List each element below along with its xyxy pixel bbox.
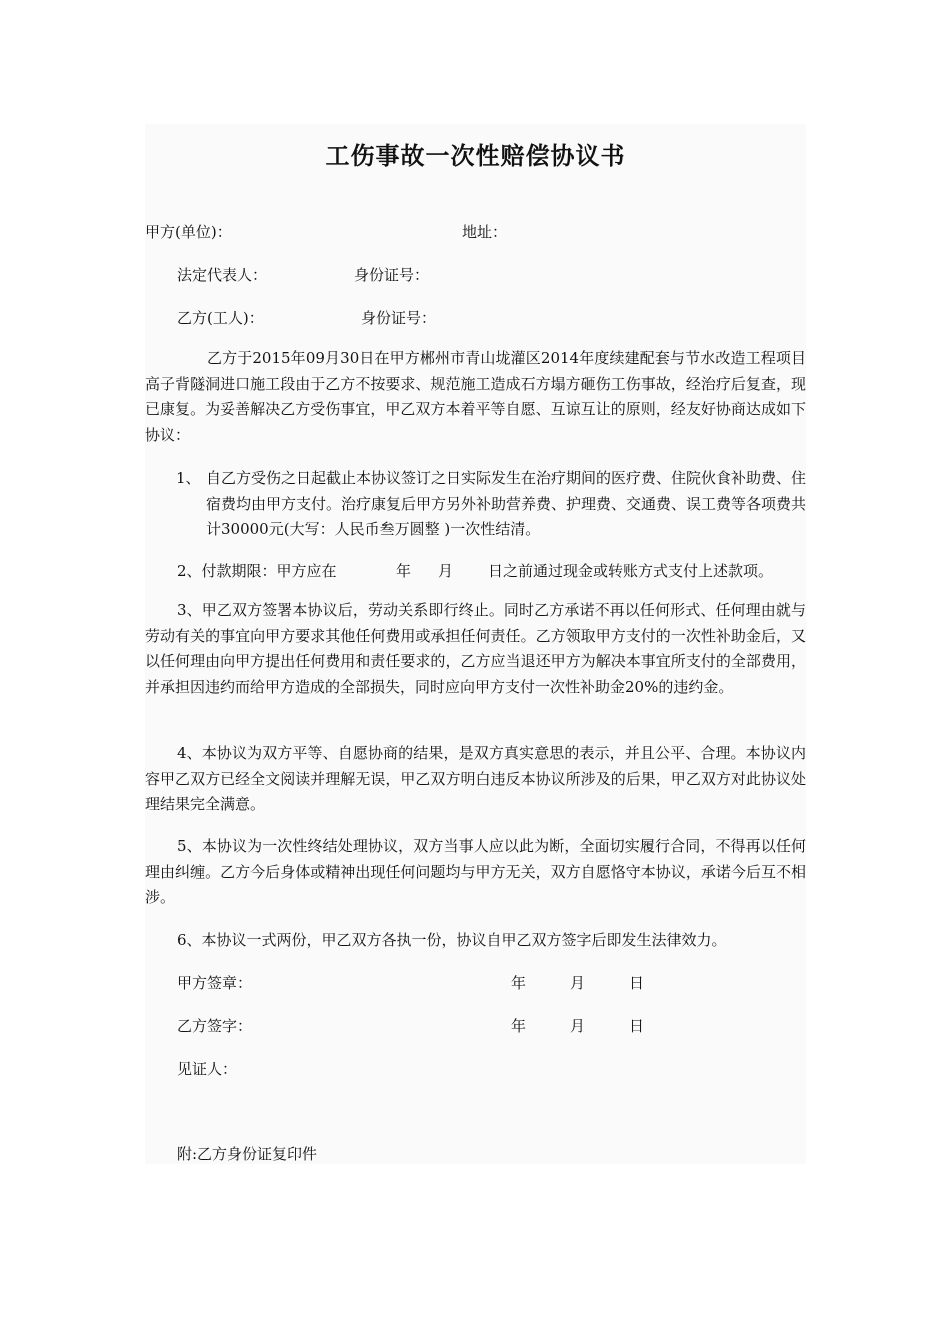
document-title: 工伤事故一次性赔偿协议书 (325, 141, 626, 170)
party-b-label: 乙方(工人)： (177, 309, 264, 327)
party-b-sign-year: 年 (511, 1017, 527, 1035)
party-b-sign-day: 日 (629, 1017, 645, 1035)
party-b-signature-label: 乙方签字： (177, 1017, 253, 1035)
party-a-sign-year: 年 (511, 974, 527, 992)
address-label: 地址： (462, 223, 508, 241)
party-b-sign-month: 月 (570, 1017, 586, 1035)
clause-1-number: 1、 (176, 469, 201, 487)
clause-5: 5、本协议为一次性终结处理协议，双方当事人应以此为断，全面切实履行合同，不得再以任何理由纠缠。乙方今后身体或精神出现任何问题均与甲方无关，双方自愿恪守本协议，承诺今后互不相涉。 (145, 837, 806, 906)
clause-6: 6、本协议一式两份，甲乙双方各执一份，协议自甲乙双方签字后即发生法律效力。 (177, 931, 727, 949)
id-number-label-a: 身份证号： (354, 266, 430, 284)
clause-2-prefix: 2、付款期限：甲方应在 (177, 562, 337, 580)
party-a-signature-label: 甲方签章： (177, 974, 253, 992)
clause-2-year: 年 (396, 562, 412, 580)
clause-2-month: 月 (438, 562, 454, 580)
witness-label: 见证人： (177, 1060, 238, 1078)
party-a-sign-month: 月 (570, 974, 586, 992)
clause-4: 4、本协议为双方平等、自愿协商的结果，是双方真实意思的表示，并且公平、合理。本协议内容甲乙双方已经全文阅读并理解无误，甲乙双方明白违反本协议所涉及的后果，甲乙双方对此协议处理结果完全满意。 (145, 744, 806, 813)
attachment-note: 附:乙方身份证复印件 (177, 1145, 318, 1163)
clause-1 (176, 466, 806, 543)
id-number-label-b: 身份证号： (361, 309, 437, 327)
clause-3: 3、甲乙双方签署本协议后，劳动关系即行终止。同时乙方承诺不再以任何形式、任何理由就与劳动有关的事宜向甲方要求其他任何费用或承担任何责任。乙方领取甲方支付的一次性补助金后，又以任何理由向甲方提出任何费用和责任要求的，乙方应当退还甲方为解决本事宜所支付的全部费用，并承担因违约而给甲方造成的全部损失，同时应向甲方支付一次性补助金20%的违约金。 (145, 601, 806, 696)
clause-1-text: 自乙方受伤之日起截止本协议签订之日实际发生在治疗期间的医疗费、住院伙食补助费、住宿费均由甲方支付。治疗康复后甲方另外补助营养费、护理费、交通费、误工费等各项费共计30000元(大写：人民币叁万圆整 )一次性结清。 (206, 469, 807, 538)
legal-representative-label: 法定代表人： (177, 266, 268, 284)
party-a-label: 甲方(单位)： (145, 223, 232, 241)
intro-paragraph: 乙方于2015年09月30日在甲方郴州市青山垅灌区2014年度续建配套与节水改造工程项目高子背隧洞进口施工段由于乙方不按要求、规范施工造成石方塌方砸伤工伤事故，经治疗后复查，现已康复。为妥善解决乙方受伤事宜，甲乙双方本着平等自愿、互谅互让的原则，经友好协商达成如下协议： (145, 349, 806, 444)
clause-2-suffix: 日之前通过现金或转账方式支付上述款项。 (488, 562, 774, 580)
party-a-sign-day: 日 (629, 974, 645, 992)
